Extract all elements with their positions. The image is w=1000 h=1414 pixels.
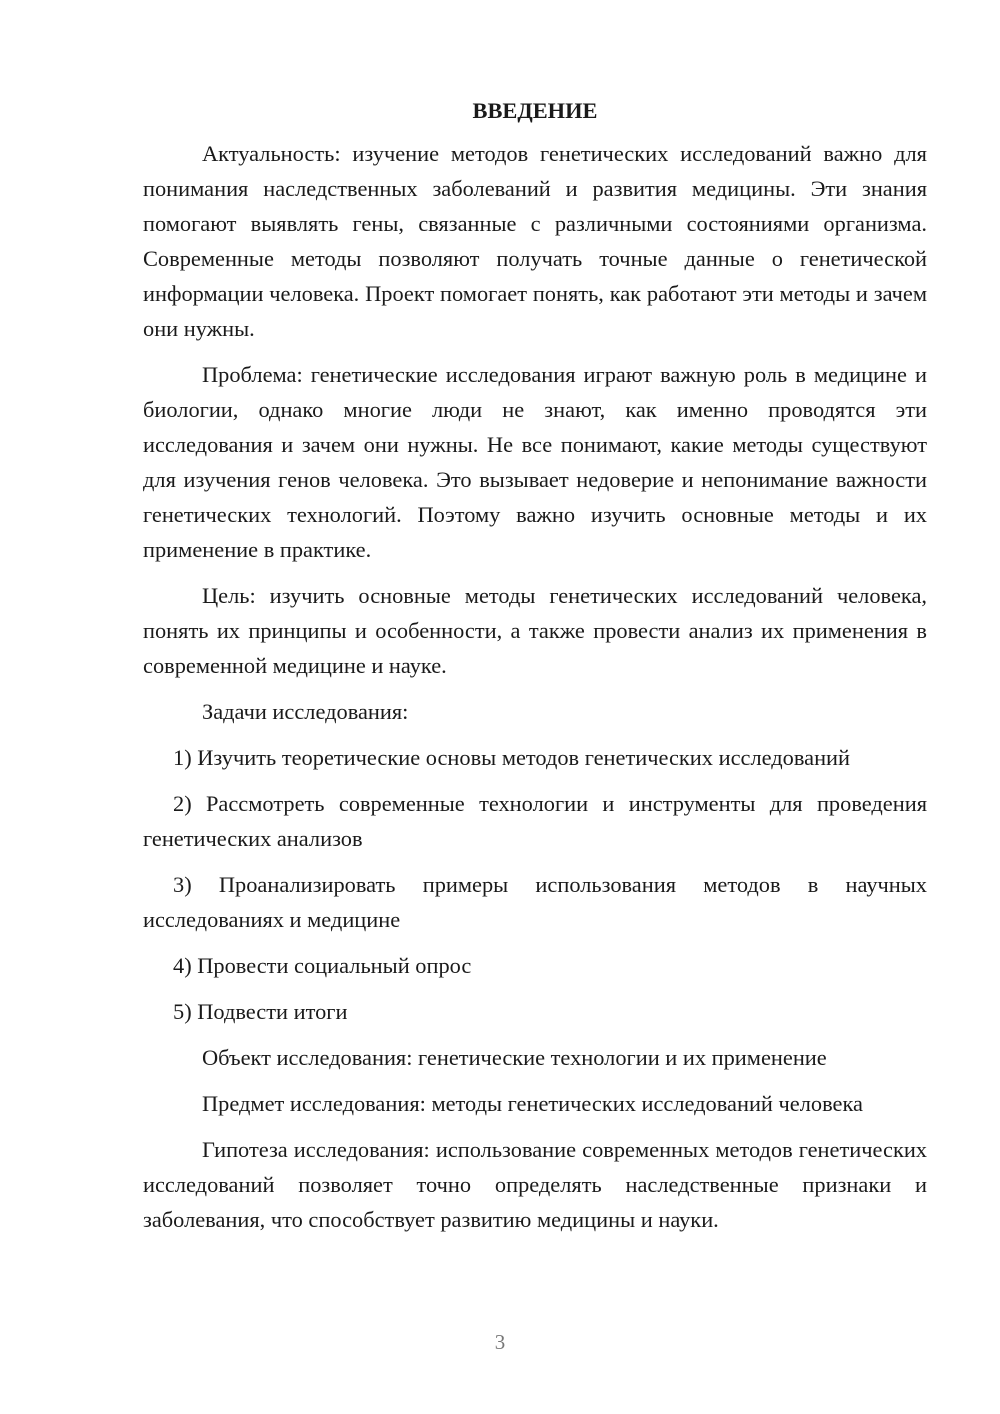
hypothesis-paragraph: Гипотеза исследования: использование современных методов генетических исследований позволяет точно определять наследственные признаки и заболевания, что способствует развитию медицины и науки.	[143, 1137, 927, 1232]
page-body	[143, 94, 927, 1248]
task-item: 4) Провести социальный опрос	[173, 953, 472, 978]
subject-paragraph: Предмет исследования: методы генетических исследований человека	[202, 1091, 863, 1116]
object-paragraph: Объект исследования: генетические технологии и их применение	[202, 1045, 827, 1070]
task-item: 5) Подвести итоги	[173, 999, 348, 1024]
task-item: 3) Проанализировать примеры использования методов в научных исследованиях и медицине	[143, 872, 927, 932]
task-item: 2) Рассмотреть современные технологии и инструменты для проведения генетических анализов	[143, 791, 927, 851]
relevance-paragraph: Актуальность: изучение методов генетических исследований важно для понимания наследственных заболеваний и развития медицины. Эти знания помогают выявлять гены, связанные с различными состояниями организма. Современные методы позволяют получать точные данные о генетической информации человека. Проект помогает понять, как работают эти методы и зачем они нужны.	[143, 141, 927, 341]
problem-paragraph: Проблема: генетические исследования играют важную роль в медицине и биологии, однако многие люди не знают, как именно проводятся эти исследования и зачем они нужны. Не все понимают, какие методы существуют для изучения генов человека. Это вызывает недоверие и непонимание важности генетических технологий. Поэтому важно изучить основные методы и их применение в практике.	[143, 362, 927, 562]
goal-paragraph: Цель: изучить основные методы генетических исследований человека, понять их принципы и особенности, а также провести анализ их применения в современной медицине и науке.	[143, 583, 927, 678]
tasks-heading: Задачи исследования:	[202, 699, 409, 724]
task-item: 1) Изучить теоретические основы методов генетических исследований	[173, 745, 851, 770]
page-number: 3	[494, 1330, 506, 1354]
section-title: ВВЕДЕНИЕ	[472, 98, 598, 123]
